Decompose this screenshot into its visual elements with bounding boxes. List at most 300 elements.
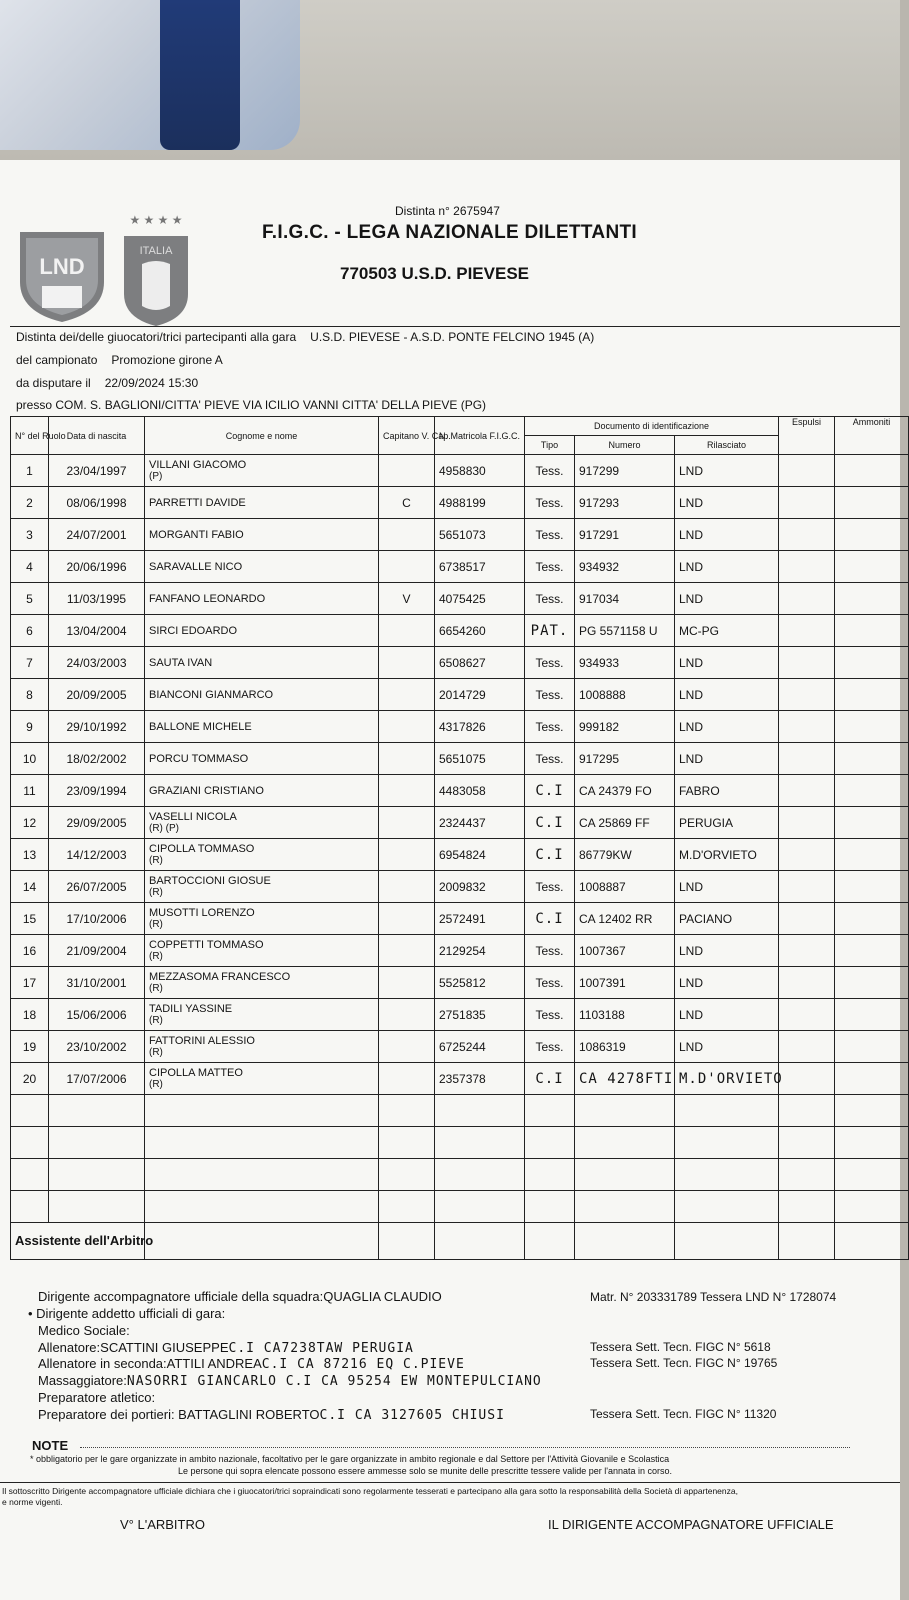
venue: COM. S. BAGLIONI/CITTA' PIEVE VIA ICILIO VANNI CITTA' DELLA PIEVE (PG) [55,398,487,412]
player-row [11,487,909,519]
player-name-text: CIPOLLA TOMMASO [149,842,255,855]
player-matricola: 2129254 [435,935,525,967]
player-number: 14 [11,871,49,903]
player-captain [379,1063,435,1095]
player-name-text: FATTORINI ALESSIO [149,1034,255,1047]
addetto-line: • Dirigente addetto ufficiali di gara: [28,1306,226,1321]
player-row [11,679,909,711]
player-name [145,455,379,487]
player-number: 4 [11,551,49,583]
allenatore-line [38,1340,414,1356]
player-doc-number: CA 12402 RR [575,903,675,935]
player-expelled [779,519,835,551]
player-expelled [779,743,835,775]
player-name [145,711,379,743]
secondo-name: Allenatore in seconda:ATTILI ANDREA [38,1356,262,1371]
player-doc-issuer: PACIANO [675,903,779,935]
player-doc-number: 917293 [575,487,675,519]
secondo-tessera: Tessera Sett. Tecn. FIGC N° 19765 [590,1356,778,1370]
player-doc-number: 1007391 [575,967,675,999]
arbitro-signature-label: V° L'ARBITRO [120,1517,205,1532]
player-row [11,711,909,743]
player-booked [835,711,909,743]
player-doc-type: Tess. [525,519,575,551]
player-name [145,647,379,679]
player-birthdate: 20/09/2005 [49,679,145,711]
player-doc-issuer: LND [675,743,779,775]
player-number: 11 [11,775,49,807]
allenatore-tessera: Tessera Sett. Tecn. FIGC N° 5618 [590,1340,771,1354]
player-number: 20 [11,1063,49,1095]
player-captain [379,679,435,711]
atletico-line: Preparatore atletico: [38,1390,156,1405]
player-role-note: (R) [149,1078,163,1090]
player-name-text: MEZZASOMA FRANCESCO [149,970,291,983]
player-birthdate: 11/03/1995 [49,583,145,615]
player-matricola: 4075425 [435,583,525,615]
italia-logo-text: ITALIA [139,245,173,257]
player-doc-issuer: PERUGIA [675,807,779,839]
date-line [16,376,198,390]
header-ruolo: N° del Ruolo [11,417,49,455]
portieri-handwritten: C.I CA 3127605 CHIUSI [319,1408,505,1423]
desk-background [0,0,900,160]
player-number: 3 [11,519,49,551]
player-birthdate: 14/12/2003 [49,839,145,871]
player-role-note: (R) [149,886,163,898]
player-doc-issuer: LND [675,583,779,615]
player-expelled [779,711,835,743]
venue-line [16,398,486,412]
player-name-text: BARTOCCIONI GIOSUE [149,874,271,887]
player-birthdate: 29/09/2005 [49,807,145,839]
player-number: 6 [11,615,49,647]
player-role-note: (R) [149,950,163,962]
player-birthdate: 23/09/1994 [49,775,145,807]
player-matricola: 5651075 [435,743,525,775]
player-captain [379,935,435,967]
player-role-note: (R) [149,1014,163,1026]
player-row [11,519,909,551]
player-number: 8 [11,679,49,711]
player-captain [379,743,435,775]
player-doc-issuer: LND [675,679,779,711]
player-expelled [779,679,835,711]
page-title: F.I.G.C. - LEGA NAZIONALE DILETTANTI [262,222,637,243]
venue-label: presso [16,398,53,412]
player-booked [835,807,909,839]
player-birthdate: 31/10/2001 [49,967,145,999]
player-matricola: 2009832 [435,871,525,903]
player-booked [835,871,909,903]
player-doc-type: Tess. [525,967,575,999]
player-doc-type: Tess. [525,935,575,967]
player-booked [835,647,909,679]
player-row [11,935,909,967]
player-doc-type: Tess. [525,487,575,519]
player-expelled [779,551,835,583]
date-label: da disputare il [16,376,91,390]
lnd-logo-text: LND [39,254,85,279]
secondo-line [38,1356,465,1372]
secondo-handwritten: C.I CA 87216 EQ C.PIEVE [261,1357,465,1372]
portieri-name: Preparatore dei portieri: BATTAGLINI ROBERTO [38,1407,320,1422]
player-name [145,903,379,935]
player-row [11,615,909,647]
player-name-text: GRAZIANI CRISTIANO [149,784,264,797]
player-booked [835,839,909,871]
player-booked [835,1031,909,1063]
match-teams-line [16,330,594,344]
player-booked [835,583,909,615]
player-row [11,903,909,935]
player-number: 12 [11,807,49,839]
player-captain [379,807,435,839]
player-row [11,839,909,871]
player-doc-issuer: LND [675,647,779,679]
player-expelled [779,775,835,807]
header-documento: Documento di identificazione [525,417,779,436]
header-nome: Cognome e nome [145,417,379,455]
player-captain [379,551,435,583]
player-birthdate: 26/07/2005 [49,871,145,903]
player-name [145,519,379,551]
player-matricola: 6725244 [435,1031,525,1063]
assistant-label: Assistente dell'Arbitro [11,1223,145,1260]
empty-row [11,1191,909,1223]
player-name-text: PORCU TOMMASO [149,752,249,765]
player-doc-type: Tess. [525,551,575,583]
player-name [145,743,379,775]
header-tipo: Tipo [525,436,575,455]
player-captain [379,615,435,647]
player-expelled [779,1063,835,1095]
header-numero: Numero [575,436,675,455]
note-dotted-line [80,1447,850,1448]
player-name [145,551,379,583]
pouch-stripe [160,0,240,150]
allenatore-handwritten: C.I CA7238TAW PERUGIA [228,1341,414,1356]
player-expelled [779,935,835,967]
assistant-row [11,1223,909,1260]
player-role-note: (R) [149,918,163,930]
player-number: 18 [11,999,49,1031]
championship-label: del campionato [16,353,98,367]
player-doc-number: 917295 [575,743,675,775]
player-doc-number: 86779KW [575,839,675,871]
player-captain [379,967,435,999]
player-doc-number: 1007367 [575,935,675,967]
player-doc-issuer: M.D'ORVIETO [675,1063,779,1095]
player-birthdate: 08/06/1998 [49,487,145,519]
player-name [145,487,379,519]
player-expelled [779,487,835,519]
player-row [11,1063,909,1095]
player-number: 7 [11,647,49,679]
note-label: NOTE [32,1438,69,1453]
player-name [145,999,379,1031]
tessere-note: Le persone qui sopra elencate possono essere ammesse solo se munite delle prescritte tessere valide per l'annata in corso. [178,1466,672,1476]
player-booked [835,743,909,775]
player-name [145,871,379,903]
massaggiatore-label: Massaggiatore: [38,1373,127,1388]
player-captain [379,647,435,679]
empty-row [11,1095,909,1127]
italia-logo [120,210,192,328]
player-captain [379,903,435,935]
header-divider [10,326,900,327]
distinta-number: Distinta n° 2675947 [395,204,500,218]
player-number: 15 [11,903,49,935]
player-booked [835,903,909,935]
player-expelled [779,1031,835,1063]
player-captain: V [379,583,435,615]
players-table [10,416,909,1260]
header-espulsi: Espulsi [779,417,835,455]
player-name-text: BIANCONI GIANMARCO [149,688,274,701]
championship-line [16,353,223,367]
header-rilasciato: Rilasciato [675,436,779,455]
empty-row [11,1159,909,1191]
player-booked [835,455,909,487]
player-name-text: BALLONE MICHELE [149,720,252,733]
obbligatorio-note: * obbligatorio per le gare organizzate in ambito nazionale, facoltativo per le gare organizzate in ambito regionale e dal Settore per l'Attività Giovanile e Scolastica [30,1454,670,1464]
player-birthdate: 13/04/2004 [49,615,145,647]
header-ammoniti: Ammoniti [835,417,909,455]
player-doc-number: 1086319 [575,1031,675,1063]
player-doc-issuer: MC-PG [675,615,779,647]
match-teams: U.S.D. PIEVESE - A.S.D. PONTE FELCINO 1945 (A) [310,330,595,344]
player-birthdate: 15/06/2006 [49,999,145,1031]
player-expelled [779,583,835,615]
player-name-text: MORGANTI FABIO [149,528,244,541]
player-matricola: 6654260 [435,615,525,647]
player-doc-type: C.I [525,903,575,935]
player-matricola: 4317826 [435,711,525,743]
player-number: 16 [11,935,49,967]
declaration-text: Il sottoscritto Dirigente accompagnatore ufficiale dichiara che i giuocatori/trici sopraindicati sono regolarmente tesserati e partecipano alla gara sotto la responsabilità della Società di appartenenza, [2,1486,738,1496]
player-number: 19 [11,1031,49,1063]
player-doc-issuer: LND [675,935,779,967]
player-booked [835,615,909,647]
player-doc-issuer: LND [675,487,779,519]
player-matricola: 6738517 [435,551,525,583]
player-name [145,807,379,839]
player-name [145,583,379,615]
player-birthdate: 29/10/1992 [49,711,145,743]
player-doc-number: 1008888 [575,679,675,711]
club-name: 770503 U.S.D. PIEVESE [340,264,529,283]
player-role-note: (R) [149,982,163,994]
player-name-text: COPPETTI TOMMASO [149,938,264,951]
player-doc-number: 1103188 [575,999,675,1031]
player-expelled [779,647,835,679]
player-doc-number: 917291 [575,519,675,551]
player-doc-type: C.I [525,807,575,839]
player-matricola: 6508627 [435,647,525,679]
player-birthdate: 21/09/2004 [49,935,145,967]
player-birthdate: 24/03/2003 [49,647,145,679]
player-expelled [779,807,835,839]
player-captain [379,455,435,487]
player-number: 9 [11,711,49,743]
player-booked [835,551,909,583]
player-expelled [779,615,835,647]
empty-row [11,1127,909,1159]
massaggiatore-handwritten: NASORRI GIANCARLO C.I CA 95254 EW MONTEPULCIANO [126,1374,542,1389]
player-birthdate: 23/04/1997 [49,455,145,487]
player-doc-number: CA 4278FTI [575,1063,675,1095]
player-name-text: TADILI YASSINE [149,1002,233,1015]
player-name [145,839,379,871]
player-captain [379,1031,435,1063]
player-name [145,935,379,967]
player-name [145,679,379,711]
player-birthdate: 23/10/2002 [49,1031,145,1063]
player-doc-number: 1008887 [575,871,675,903]
player-row [11,775,909,807]
player-birthdate: 24/07/2001 [49,519,145,551]
player-row [11,807,909,839]
player-doc-type: Tess. [525,455,575,487]
player-number: 13 [11,839,49,871]
player-doc-type: Tess. [525,583,575,615]
player-name [145,1031,379,1063]
player-rows [11,455,909,1095]
player-expelled [779,903,835,935]
player-number: 17 [11,967,49,999]
header-matricola: N. Matricola F.I.G.C. [435,417,525,455]
match-sheet [0,160,900,1600]
player-captain: C [379,487,435,519]
player-matricola: 5651073 [435,519,525,551]
player-doc-issuer: LND [675,999,779,1031]
player-doc-type: Tess. [525,679,575,711]
player-doc-type: Tess. [525,871,575,903]
player-doc-number: 917299 [575,455,675,487]
player-expelled [779,455,835,487]
player-birthdate: 20/06/1996 [49,551,145,583]
player-matricola: 2324437 [435,807,525,839]
player-captain [379,775,435,807]
player-name-text: SIRCI EDOARDO [149,624,238,637]
match-label: Distinta dei/delle giuocatori/trici partecipanti alla gara [16,330,297,344]
player-name [145,615,379,647]
player-doc-number: 999182 [575,711,675,743]
svg-text:★ ★ ★ ★: ★ ★ ★ ★ [129,213,183,227]
player-number: 10 [11,743,49,775]
player-booked [835,967,909,999]
lnd-logo [16,224,108,324]
player-matricola: 2751835 [435,999,525,1031]
dirigente-signature-label: IL DIRIGENTE ACCOMPAGNATORE UFFICIALE [548,1517,834,1532]
player-doc-type: Tess. [525,711,575,743]
portieri-line [38,1407,505,1423]
player-name-text: PARRETTI DAVIDE [149,496,246,509]
massaggiatore-line [38,1373,542,1389]
player-doc-issuer: M.D'ORVIETO [675,839,779,871]
player-name [145,1063,379,1095]
player-row [11,583,909,615]
player-name-text: SARAVALLE NICO [149,560,243,573]
player-row [11,967,909,999]
player-name-text: VASELLI NICOLA [149,810,237,823]
player-matricola: 5525812 [435,967,525,999]
player-doc-type: Tess. [525,999,575,1031]
player-expelled [779,871,835,903]
player-row [11,455,909,487]
player-row [11,743,909,775]
player-captain [379,871,435,903]
player-row [11,1031,909,1063]
player-booked [835,1063,909,1095]
player-doc-number: PG 5571158 U [575,615,675,647]
player-captain [379,839,435,871]
player-number: 2 [11,487,49,519]
player-name-text: SAUTA IVAN [149,656,213,669]
player-booked [835,935,909,967]
player-doc-type: Tess. [525,647,575,679]
player-matricola: 2572491 [435,903,525,935]
medico-line: Medico Sociale: [38,1323,130,1338]
player-name [145,775,379,807]
declaration-divider [0,1482,900,1483]
player-doc-type: Tess. [525,743,575,775]
player-doc-issuer: LND [675,551,779,583]
dirigente-tessera: Matr. N° 203331789 Tessera LND N° 1728074 [590,1290,837,1304]
portieri-tessera: Tessera Sett. Tecn. FIGC N° 11320 [590,1407,777,1421]
player-birthdate: 17/10/2006 [49,903,145,935]
player-captain [379,519,435,551]
player-doc-type: Tess. [525,1031,575,1063]
player-doc-issuer: LND [675,711,779,743]
player-doc-issuer: LND [675,519,779,551]
player-name-text: VILLANI GIACOMO [149,458,247,471]
player-doc-number: CA 24379 FO [575,775,675,807]
player-matricola: 4483058 [435,775,525,807]
match-date: 22/09/2024 15:30 [104,376,199,390]
player-name [145,967,379,999]
player-doc-type: C.I [525,839,575,871]
player-expelled [779,967,835,999]
player-booked [835,775,909,807]
player-expelled [779,839,835,871]
player-role-note: (P) [149,470,163,482]
championship: Promozione girone A [111,353,223,367]
player-name-text: MUSOTTI LORENZO [149,906,255,919]
player-doc-issuer: LND [675,455,779,487]
player-doc-number: 934933 [575,647,675,679]
player-role-note: (R) [149,854,163,866]
player-matricola: 4988199 [435,487,525,519]
player-captain [379,999,435,1031]
player-row [11,551,909,583]
player-role-note: (R) (P) [149,822,179,834]
player-matricola: 2014729 [435,679,525,711]
player-booked [835,487,909,519]
player-matricola: 4958830 [435,455,525,487]
player-doc-type: C.I [525,775,575,807]
player-booked [835,519,909,551]
player-role-note: (R) [149,1046,163,1058]
player-row [11,871,909,903]
player-name-text: CIPOLLA MATTEO [149,1066,243,1079]
player-booked [835,999,909,1031]
header-capitano: Capitano V. Cap. [379,417,435,455]
player-doc-number: 917034 [575,583,675,615]
declaration-text-2: e norme vigenti. [2,1497,63,1507]
player-captain [379,711,435,743]
